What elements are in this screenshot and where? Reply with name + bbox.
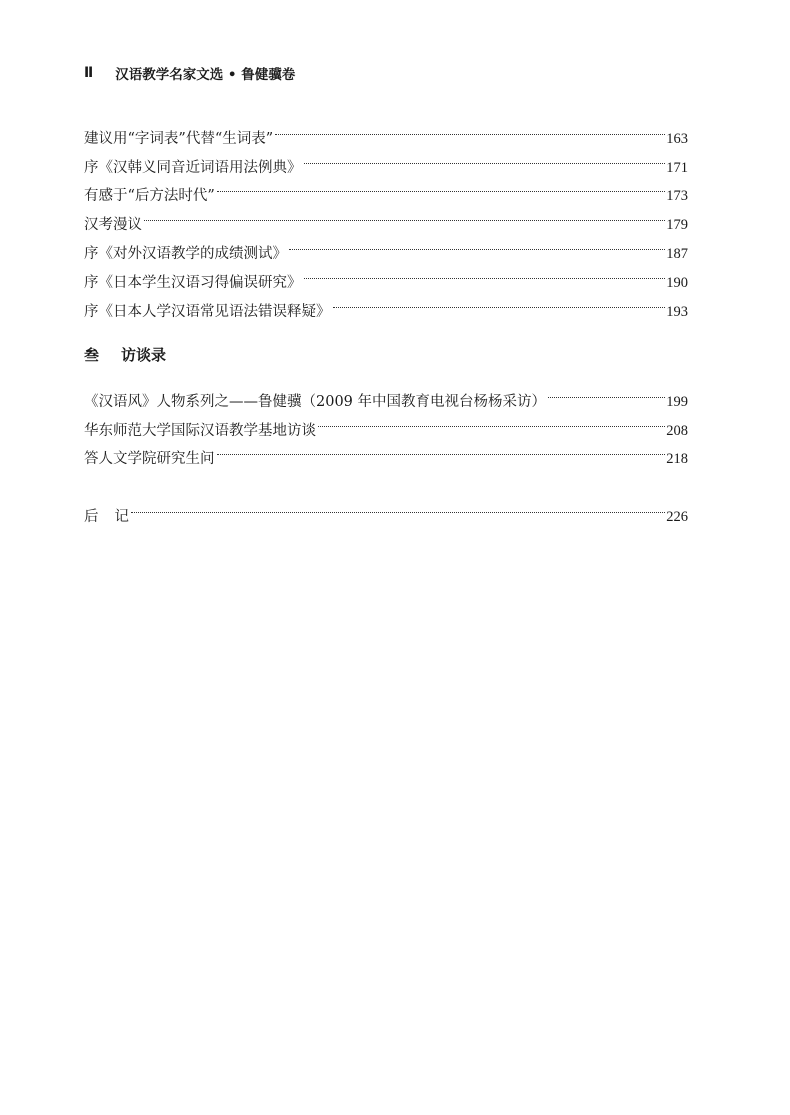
toc-entry-title: 答人文学院研究生问 xyxy=(84,451,215,468)
toc-entry-page: 187 xyxy=(666,245,688,262)
section-number: 叁 xyxy=(84,345,100,364)
afterword-char-2: 记 xyxy=(114,508,129,525)
toc-entry-page: 171 xyxy=(666,159,688,176)
toc-entry-title: 汉考漫议 xyxy=(84,217,142,234)
toc-block-2 xyxy=(84,377,688,468)
toc-entry-title: 《汉语风》人物系列之——鲁健骥（2009 年中国教育电视台杨杨采访） xyxy=(84,393,547,410)
afterword-title xyxy=(84,503,131,532)
toc-entry-page: 179 xyxy=(666,217,688,234)
toc-entry-page: 190 xyxy=(666,274,688,291)
toc-entry xyxy=(84,229,688,262)
toc-entry-page: 218 xyxy=(666,451,688,468)
afterword-page: 226 xyxy=(666,508,688,525)
toc-entry-afterword xyxy=(84,492,688,525)
dot-leader xyxy=(304,143,666,172)
dot-leader xyxy=(144,200,665,229)
toc-entry xyxy=(84,287,688,320)
toc-entry-page: 193 xyxy=(666,303,688,320)
toc-entry xyxy=(84,406,688,439)
dot-leader xyxy=(131,492,665,521)
toc-entry xyxy=(84,172,688,205)
toc-entry-title: 建议用“字词表”代替“生词表” xyxy=(84,130,274,147)
dot-leader xyxy=(289,229,665,258)
section-title: 访谈录 xyxy=(121,345,167,364)
toc-entry-title: 序《日本人学汉语常见语法错误释疑》 xyxy=(84,303,331,320)
running-header xyxy=(84,62,295,84)
toc-entry xyxy=(84,258,688,291)
toc-entry-title: 有感于“后方法时代” xyxy=(84,188,215,205)
dot-leader xyxy=(318,406,665,435)
toc-entry-page: 208 xyxy=(666,422,688,439)
toc-entry-title: 华东师范大学国际汉语教学基地访谈 xyxy=(84,422,316,439)
section-heading xyxy=(84,342,166,366)
toc-entry xyxy=(84,435,688,468)
toc-entry-title: 序《日本学生汉语习得偏误研究》 xyxy=(84,274,302,291)
dot-leader xyxy=(217,435,666,464)
dot-leader xyxy=(548,377,665,406)
header-book-title: 汉语教学名家文选 • 鲁健骥卷 xyxy=(115,67,296,83)
toc-entry-page: 199 xyxy=(666,393,688,410)
dot-leader xyxy=(304,258,666,287)
toc-entry-title: 序《汉韩义同音近词语用法例典》 xyxy=(84,159,302,176)
toc-entry xyxy=(84,377,688,410)
toc-afterword xyxy=(84,492,688,525)
toc-entry xyxy=(84,114,688,147)
dot-leader xyxy=(333,287,666,316)
toc-entry-page: 163 xyxy=(666,130,688,147)
toc-entry xyxy=(84,143,688,176)
afterword-char-1: 后 xyxy=(84,508,99,525)
toc-block-1 xyxy=(84,114,688,320)
dot-leader xyxy=(275,114,665,143)
toc-entry-page: 173 xyxy=(666,188,688,205)
dot-leader xyxy=(217,172,665,201)
toc-entry xyxy=(84,200,688,234)
toc-entry-title: 序《对外汉语教学的成绩测试》 xyxy=(84,245,287,262)
header-page-number: Ⅱ xyxy=(84,65,94,81)
